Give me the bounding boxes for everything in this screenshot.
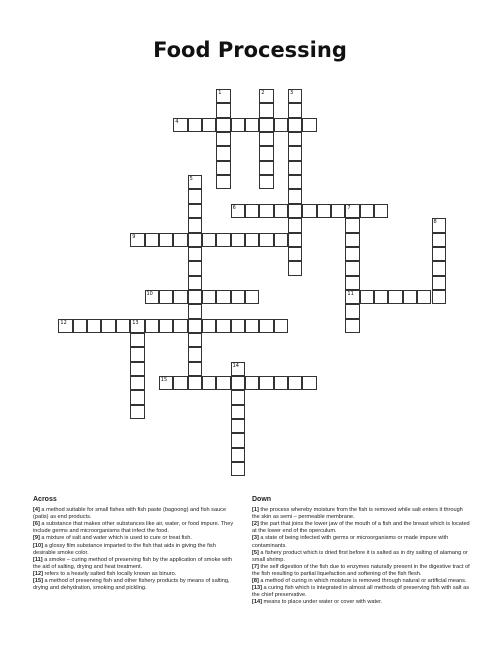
grid-cell[interactable] [259,376,273,390]
clue-text: a curing fish which is integrated in almost all methods of preserving fish with salt as the chief preservative. [252,585,470,599]
grid-cell[interactable] [216,161,230,175]
grid-cell[interactable] [145,290,159,304]
grid-cell[interactable] [231,204,245,218]
grid-cell[interactable] [130,405,144,419]
grid-cell[interactable] [302,376,316,390]
clue-number-label: 4 [175,118,179,125]
grid-cell[interactable] [188,319,202,333]
grid-cell[interactable] [288,376,302,390]
clue-down-3 [252,535,470,549]
clue-text: a fishery product which is dried first before it is salted as in dry salting of alamang or small shrimp. [252,549,468,563]
clue-down-5 [252,550,470,564]
grid-cell[interactable] [274,233,288,247]
clue-number: [2] [252,521,259,528]
grid-cell[interactable] [216,290,230,304]
grid-cell[interactable] [432,218,446,232]
clue-number-label: 13 [132,319,139,326]
clue-down-8 [252,578,470,585]
grid-cell[interactable] [259,319,273,333]
grid-cell[interactable] [130,362,144,376]
grid-cell[interactable] [288,261,302,275]
clue-text: a mixture of salt and water which is used to cure or treat fish. [39,535,192,542]
clue-number: [8] [252,578,259,585]
grid-cell[interactable] [173,290,187,304]
grid-cell[interactable] [188,290,202,304]
grid-cell[interactable] [130,390,144,404]
grid-cell[interactable] [188,118,202,132]
grid-cell[interactable] [188,204,202,218]
grid-cell[interactable] [159,319,173,333]
clue-number: [11] [33,556,43,563]
clue-number: [12] [33,570,43,577]
clue-number-label: 8 [433,219,437,226]
grid-cell[interactable] [145,233,159,247]
clue-down-7 [252,564,470,578]
clue-number-label: 2 [261,90,265,96]
grid-cell[interactable] [259,175,273,189]
clue-number-label: 11 [347,290,354,297]
grid-cell[interactable] [188,247,202,261]
clue-number-label: 9 [132,233,136,240]
grid-cell[interactable] [432,290,446,304]
grid-cell[interactable] [159,376,173,390]
grid-cell[interactable] [188,304,202,318]
down-clues [252,496,470,606]
grid-cell[interactable] [288,146,302,160]
grid-cell[interactable] [345,319,359,333]
grid-cell[interactable] [360,290,374,304]
clue-number: [1] [252,507,259,514]
grid-cell[interactable] [216,376,230,390]
grid-cell[interactable] [274,204,288,218]
grid-cell[interactable] [188,261,202,275]
grid-cell[interactable] [388,290,402,304]
grid-cell[interactable] [202,376,216,390]
grid-cell[interactable] [245,376,259,390]
grid-cell[interactable] [259,103,273,117]
clue-text: a method suitable for small fishes with fish paste (bagoong) and fish sauce (patis) as end products. [33,507,227,521]
grid-cell[interactable] [432,276,446,290]
grid-cell[interactable] [216,89,230,103]
grid-cell[interactable] [231,419,245,433]
across-clues [33,496,238,592]
grid-cell[interactable] [432,247,446,261]
grid-cell[interactable] [345,218,359,232]
grid-cell[interactable] [216,175,230,189]
grid-cell[interactable] [188,175,202,189]
clue-text: a substance that makes other substances like air, water, or food impure. They include germs and microorganisms that infect the food. [33,521,234,535]
page-title: Food Processing [153,38,347,62]
clue-number-label: 12 [60,319,67,326]
grid-cell[interactable] [231,405,245,419]
clue-down-14 [252,599,470,606]
grid-cell[interactable] [231,433,245,447]
grid-cell[interactable] [302,118,316,132]
clue-text: a method of preserving fish and other fishery products by means of salting, drying and dehydration, smoking and pickling. [33,578,230,592]
grid-cell[interactable] [130,233,144,247]
grid-cell[interactable] [159,290,173,304]
grid-cell[interactable] [145,319,159,333]
grid-cell[interactable] [274,319,288,333]
clue-number: [6] [33,521,40,528]
grid-cell[interactable] [345,204,359,218]
grid-cell[interactable] [288,218,302,232]
grid-cell[interactable] [130,319,144,333]
grid-cell[interactable] [173,376,187,390]
clue-down-13 [252,585,470,599]
clue-number: [7] [252,563,259,570]
grid-cell[interactable] [345,247,359,261]
clue-number: [13] [252,585,262,592]
grid-cell[interactable] [216,146,230,160]
clue-number: [5] [252,549,259,556]
clue-number-label: 14 [232,362,239,369]
grid-cell[interactable] [173,233,187,247]
grid-cell[interactable] [317,204,331,218]
grid-cell[interactable] [288,233,302,247]
clue-across-12 [33,571,238,578]
clue-text: the self digestion of the fish due to enzymes naturally present in the digestive tract of the fish resulting to partial liquefaction and softening of the fish flesh. [252,563,470,577]
grid-cell[interactable] [245,233,259,247]
grid-cell[interactable] [202,118,216,132]
grid-cell[interactable] [173,118,187,132]
clue-text: refers to a heavily salted fish locally known as binuro. [42,570,177,577]
grid-cell[interactable] [216,233,230,247]
grid-cell[interactable] [417,290,431,304]
grid-cell[interactable] [216,118,230,132]
grid-cell[interactable] [188,376,202,390]
clue-number: [4] [33,507,40,514]
grid-cell[interactable] [259,204,273,218]
clue-text: a state of being infected with germs or microorganisms or made impure with contaminants. [252,535,449,549]
grid-cell[interactable] [231,362,245,376]
grid-cell[interactable] [231,319,245,333]
clue-number: [3] [252,535,259,542]
grid-cell[interactable] [245,204,259,218]
grid-cell[interactable] [345,261,359,275]
grid-cell[interactable] [288,161,302,175]
grid-cell[interactable] [288,247,302,261]
clue-across-10 [33,543,238,557]
grid-cell[interactable] [288,175,302,189]
clue-text: the part that joins the lower jaw of the mouth of a fish and the breast which is located at the lower end of the operculum. [252,521,470,535]
grid-cell[interactable] [202,233,216,247]
clue-number-label: 3 [290,90,294,96]
grid-cell[interactable] [432,261,446,275]
clue-number: [9] [33,535,40,542]
grid-cell[interactable] [302,204,316,218]
grid-cell[interactable] [360,204,374,218]
grid-cell[interactable] [130,376,144,390]
grid-cell[interactable] [288,118,302,132]
grid-cell[interactable] [245,290,259,304]
grid-cell[interactable] [73,319,87,333]
clue-number: [14] [252,599,262,606]
clue-number-label: 15 [160,377,168,383]
grid-cell[interactable] [202,319,216,333]
grid-cell[interactable] [331,204,345,218]
grid-cell[interactable] [87,319,101,333]
clue-number-label: 7 [347,204,351,211]
grid-cell[interactable] [188,189,202,203]
grid-cell[interactable] [345,233,359,247]
clue-text: means to place under water or cover with water. [261,599,383,606]
clue-across-11 [33,557,238,571]
across-heading: Across [33,496,57,503]
grid-cell[interactable] [116,319,130,333]
grid-cell[interactable] [374,204,388,218]
clue-across-6 [33,521,238,535]
clue-number-label: 5 [189,176,193,183]
grid-cell[interactable] [188,362,202,376]
clue-number: [10] [33,542,43,549]
grid-cell[interactable] [288,89,302,103]
grid-cell[interactable] [188,347,202,361]
grid-cell[interactable] [231,118,245,132]
grid-cell[interactable] [259,233,273,247]
down-heading: Down [252,496,272,503]
grid-cell[interactable] [259,146,273,160]
clue-text: a method of curing in which moisture is removed through natural or artificial means. [258,578,467,585]
grid-cell[interactable] [231,290,245,304]
grid-cell[interactable] [374,290,388,304]
grid-cell[interactable] [259,118,273,132]
grid-cell[interactable] [216,132,230,146]
grid-cell[interactable] [345,304,359,318]
grid-cell[interactable] [288,132,302,146]
clue-number-label: 1 [218,90,222,96]
grid-cell[interactable] [101,319,115,333]
grid-cell[interactable] [259,132,273,146]
grid-cell[interactable] [231,462,245,476]
grid-cell[interactable] [288,189,302,203]
grid-cell[interactable] [432,233,446,247]
grid-cell[interactable] [216,103,230,117]
grid-cell[interactable] [188,333,202,347]
grid-cell[interactable] [231,448,245,462]
grid-cell[interactable] [188,218,202,232]
clue-down-1 [252,507,470,521]
grid-cell[interactable] [345,276,359,290]
grid-cell[interactable] [274,376,288,390]
clue-text: the process whereby moisture from the fish is removed while salt enters it through the skin as semi – permeable membrane. [252,507,463,521]
clue-across-4 [33,507,238,521]
clue-text: a glossy film substance imparted to the fish that aids in giving the fish desirable smoke color. [33,542,216,556]
grid-cell[interactable] [274,118,288,132]
grid-cell[interactable] [188,276,202,290]
grid-cell[interactable] [159,233,173,247]
grid-cell[interactable] [130,333,144,347]
clue-down-2 [252,521,470,535]
grid-cell[interactable] [403,290,417,304]
grid-cell[interactable] [216,319,230,333]
clue-number-label: 10 [146,290,153,297]
grid-cell[interactable] [188,233,202,247]
grid-cell[interactable] [202,290,216,304]
grid-cell[interactable] [259,89,273,103]
grid-cell[interactable] [288,103,302,117]
clue-number: [15] [33,578,43,585]
grid-cell[interactable] [58,319,72,333]
clue-number-label: 6 [232,204,236,211]
grid-cell[interactable] [231,390,245,404]
grid-cell[interactable] [130,347,144,361]
grid-cell[interactable] [173,319,187,333]
grid-cell[interactable] [231,376,245,390]
grid-cell[interactable] [245,319,259,333]
grid-cell[interactable] [288,204,302,218]
clue-across-15 [33,578,238,592]
grid-cell[interactable] [259,161,273,175]
clue-across-9 [33,535,238,542]
grid-cell[interactable] [345,290,359,304]
grid-cell[interactable] [245,118,259,132]
grid-cell[interactable] [231,233,245,247]
clue-text: a smoke – curing method of preserving fish by the application of smoke with the aid of salting, drying and heat treatment. [33,556,232,570]
